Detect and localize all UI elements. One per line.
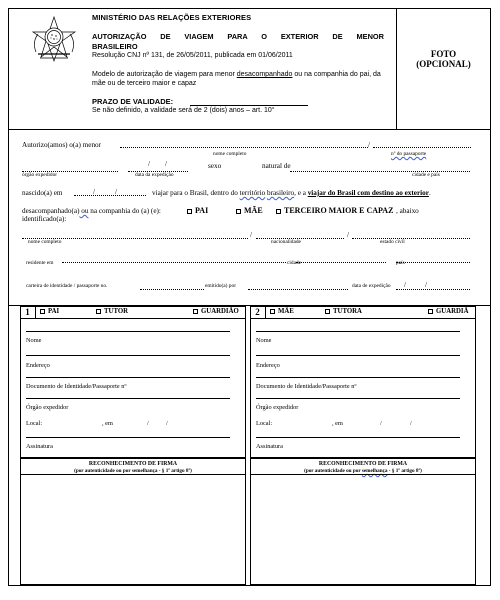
checkbox-icon[interactable] <box>193 309 198 314</box>
identified-below: , abaixo <box>396 207 419 215</box>
parent1-section <box>20 306 246 458</box>
id-date-field[interactable] <box>396 289 470 290</box>
city-country-caption: cidade e país <box>412 172 440 178</box>
passport-caption: nº do passaporte <box>391 151 427 157</box>
parent2-notary-box <box>250 458 476 585</box>
parent2-document-field[interactable] <box>256 398 460 399</box>
id-card-caption: carteira de identidade / passaporte no. <box>26 283 108 289</box>
document-label: Documento de Identidade/Passaporte nº <box>26 383 127 390</box>
address-label: Endereço <box>256 362 280 369</box>
minor-passport-field[interactable] <box>373 147 471 148</box>
model-description: Modelo de autorização de viagem para menor desacompanhado ou na companhia do pai, da mãe ou de terceiro maior e capaz <box>92 71 381 87</box>
date-separator: / <box>404 281 406 289</box>
date-on-label: , em <box>332 420 343 427</box>
identified-label: identificado(a): <box>22 215 67 223</box>
signature-label: Assinatura <box>256 443 283 450</box>
validity-text: Se não definido, a validade será de 2 (dois) anos – art. 10° <box>92 107 275 114</box>
mother-option[interactable]: MÃE <box>236 206 263 215</box>
form-title-line2: BRASILEIRO <box>92 42 138 51</box>
birth-date-field[interactable] <box>74 195 146 196</box>
parent2-address-field[interactable] <box>256 377 460 378</box>
date-separator: / <box>166 420 168 427</box>
checkbox-icon[interactable] <box>428 309 433 314</box>
notary-divider <box>250 474 476 475</box>
date-separator: / <box>115 188 117 196</box>
full-name-caption: nome completo <box>213 151 247 157</box>
parent2-number: 2 <box>250 306 266 319</box>
date-separator: / <box>410 420 412 427</box>
checkbox-icon[interactable] <box>236 209 241 214</box>
tutor-option[interactable]: TUTORA <box>325 308 362 315</box>
photo-label: FOTO (OPCIONAL) <box>416 49 471 69</box>
parent2-line <box>256 331 460 332</box>
slash-separator: / <box>368 141 370 149</box>
tutor-option[interactable]: TUTOR <box>96 308 128 315</box>
minor-name-field[interactable] <box>120 147 368 148</box>
companion-civil-status-field[interactable] <box>352 238 470 239</box>
id-issuer-field[interactable] <box>248 289 348 290</box>
checkbox-icon[interactable] <box>187 209 192 214</box>
notary-divider <box>20 474 246 475</box>
residence-country-field[interactable] <box>396 262 470 263</box>
issuer-caption: órgão expedidor <box>22 172 58 178</box>
page-border-right <box>490 305 491 586</box>
checkbox-icon[interactable] <box>276 209 281 214</box>
city-caption: cidade <box>287 260 302 266</box>
date-separator: / <box>165 160 167 168</box>
issuer-label: Órgão expedidor <box>256 404 299 411</box>
parent2-name-field[interactable] <box>256 355 460 356</box>
parent2-section <box>250 306 476 458</box>
guardian-option[interactable]: GUARDIÃO <box>193 308 239 315</box>
date-separator: / <box>148 160 150 168</box>
parent1-address-field[interactable] <box>26 377 230 378</box>
form-title: AUTORIZAÇÃO DE VIAGEM PARA O EXTERIOR DE MENOR <box>92 32 384 41</box>
checkbox-icon[interactable] <box>270 309 275 314</box>
checkbox-icon[interactable] <box>96 309 101 314</box>
validity-title: PRAZO DE VALIDADE: <box>92 97 174 106</box>
issue-date-caption: data de expedição <box>352 283 391 289</box>
signature-label: Assinatura <box>26 443 53 450</box>
checkbox-icon[interactable] <box>325 309 330 314</box>
slash-separator: / <box>250 231 252 239</box>
guardian-option[interactable]: GUARDIÃ <box>428 308 468 315</box>
issued-by-caption: emitido(a) por <box>205 283 236 289</box>
notary-title: RECONHECIMENTO DE FIRMA <box>318 461 408 467</box>
address-label: Endereço <box>26 362 50 369</box>
date-separator: / <box>147 420 149 427</box>
name-label: Nome <box>26 337 42 344</box>
notary-title: RECONHECIMENTO DE FIRMA <box>88 461 178 467</box>
travel-text: viajar para o Brasil, dentro do território brasileiro, e a viajar do Brasil com destino ao exterior. <box>152 189 431 197</box>
parent2-signature-field[interactable] <box>256 437 460 438</box>
id-number-field[interactable] <box>140 289 204 290</box>
photo-box <box>396 8 491 130</box>
parent1-name-field[interactable] <box>26 355 230 356</box>
parent1-number: 1 <box>20 306 36 319</box>
name-label: Nome <box>256 337 272 344</box>
section-divider <box>8 305 491 306</box>
civil-status-caption: estado civil <box>380 239 405 245</box>
brazil-coat-of-arms-icon <box>28 14 80 66</box>
full-name-caption: nome completo <box>28 239 62 245</box>
residence-address-field[interactable] <box>62 262 286 263</box>
parent1-notary-box <box>20 458 246 585</box>
parent1-document-field[interactable] <box>26 398 230 399</box>
page-border-bottom <box>8 585 491 586</box>
resolution-reference: Resolução CNJ nº 131, de 26/05/2011, publicada em 01/06/2011 <box>92 52 293 59</box>
place-label: Local: <box>26 420 43 427</box>
parent1-line <box>26 331 230 332</box>
slash-separator: / <box>347 231 349 239</box>
parent1-signature-field[interactable] <box>26 437 230 438</box>
date-separator: / <box>380 420 382 427</box>
checkbox-icon[interactable] <box>40 309 45 314</box>
company-line: desacompanhado(a) ou na companhia do (a) (e): <box>22 207 161 215</box>
date-separator: / <box>425 281 427 289</box>
validity-field-line[interactable] <box>190 105 308 106</box>
father-option[interactable]: PAI <box>40 308 59 315</box>
date-separator: / <box>93 188 95 196</box>
issue-date-caption: data da expedição <box>135 172 174 178</box>
third-party-option[interactable]: TERCEIRO MAIOR E CAPAZ <box>276 206 393 215</box>
nationality-caption: nacionalidade <box>271 239 301 245</box>
ministry-name: MINISTÉRIO DAS RELAÇÕES EXTERIORES <box>92 13 252 22</box>
father-option[interactable]: PAI <box>187 206 208 215</box>
country-caption: país <box>396 260 405 266</box>
date-on-label: , em <box>102 420 113 427</box>
birthplace-field[interactable] <box>290 171 470 172</box>
natural-caption: natural de <box>262 162 291 170</box>
notary-subtitle: (por autenticidade ou por semelhança - § 1º artigo 8º) <box>304 468 422 474</box>
sex-caption: sexo <box>208 162 222 170</box>
issuer-label: Órgão expedidor <box>26 404 69 411</box>
resident-caption: residente em <box>26 260 54 266</box>
born-label: nascido(a) em <box>22 189 63 197</box>
notary-subtitle: (por autenticidade ou por semelhança - § 1º artigo 8º) <box>74 468 192 474</box>
document-label: Documento de Identidade/Passaporte nº <box>256 383 357 390</box>
authorize-label: Autorizo(amos) o(a) menor <box>22 141 102 149</box>
place-label: Local: <box>256 420 273 427</box>
residence-city-field[interactable] <box>296 262 386 263</box>
mother-option[interactable]: MÃE <box>270 308 294 315</box>
page-border-left <box>8 305 9 586</box>
